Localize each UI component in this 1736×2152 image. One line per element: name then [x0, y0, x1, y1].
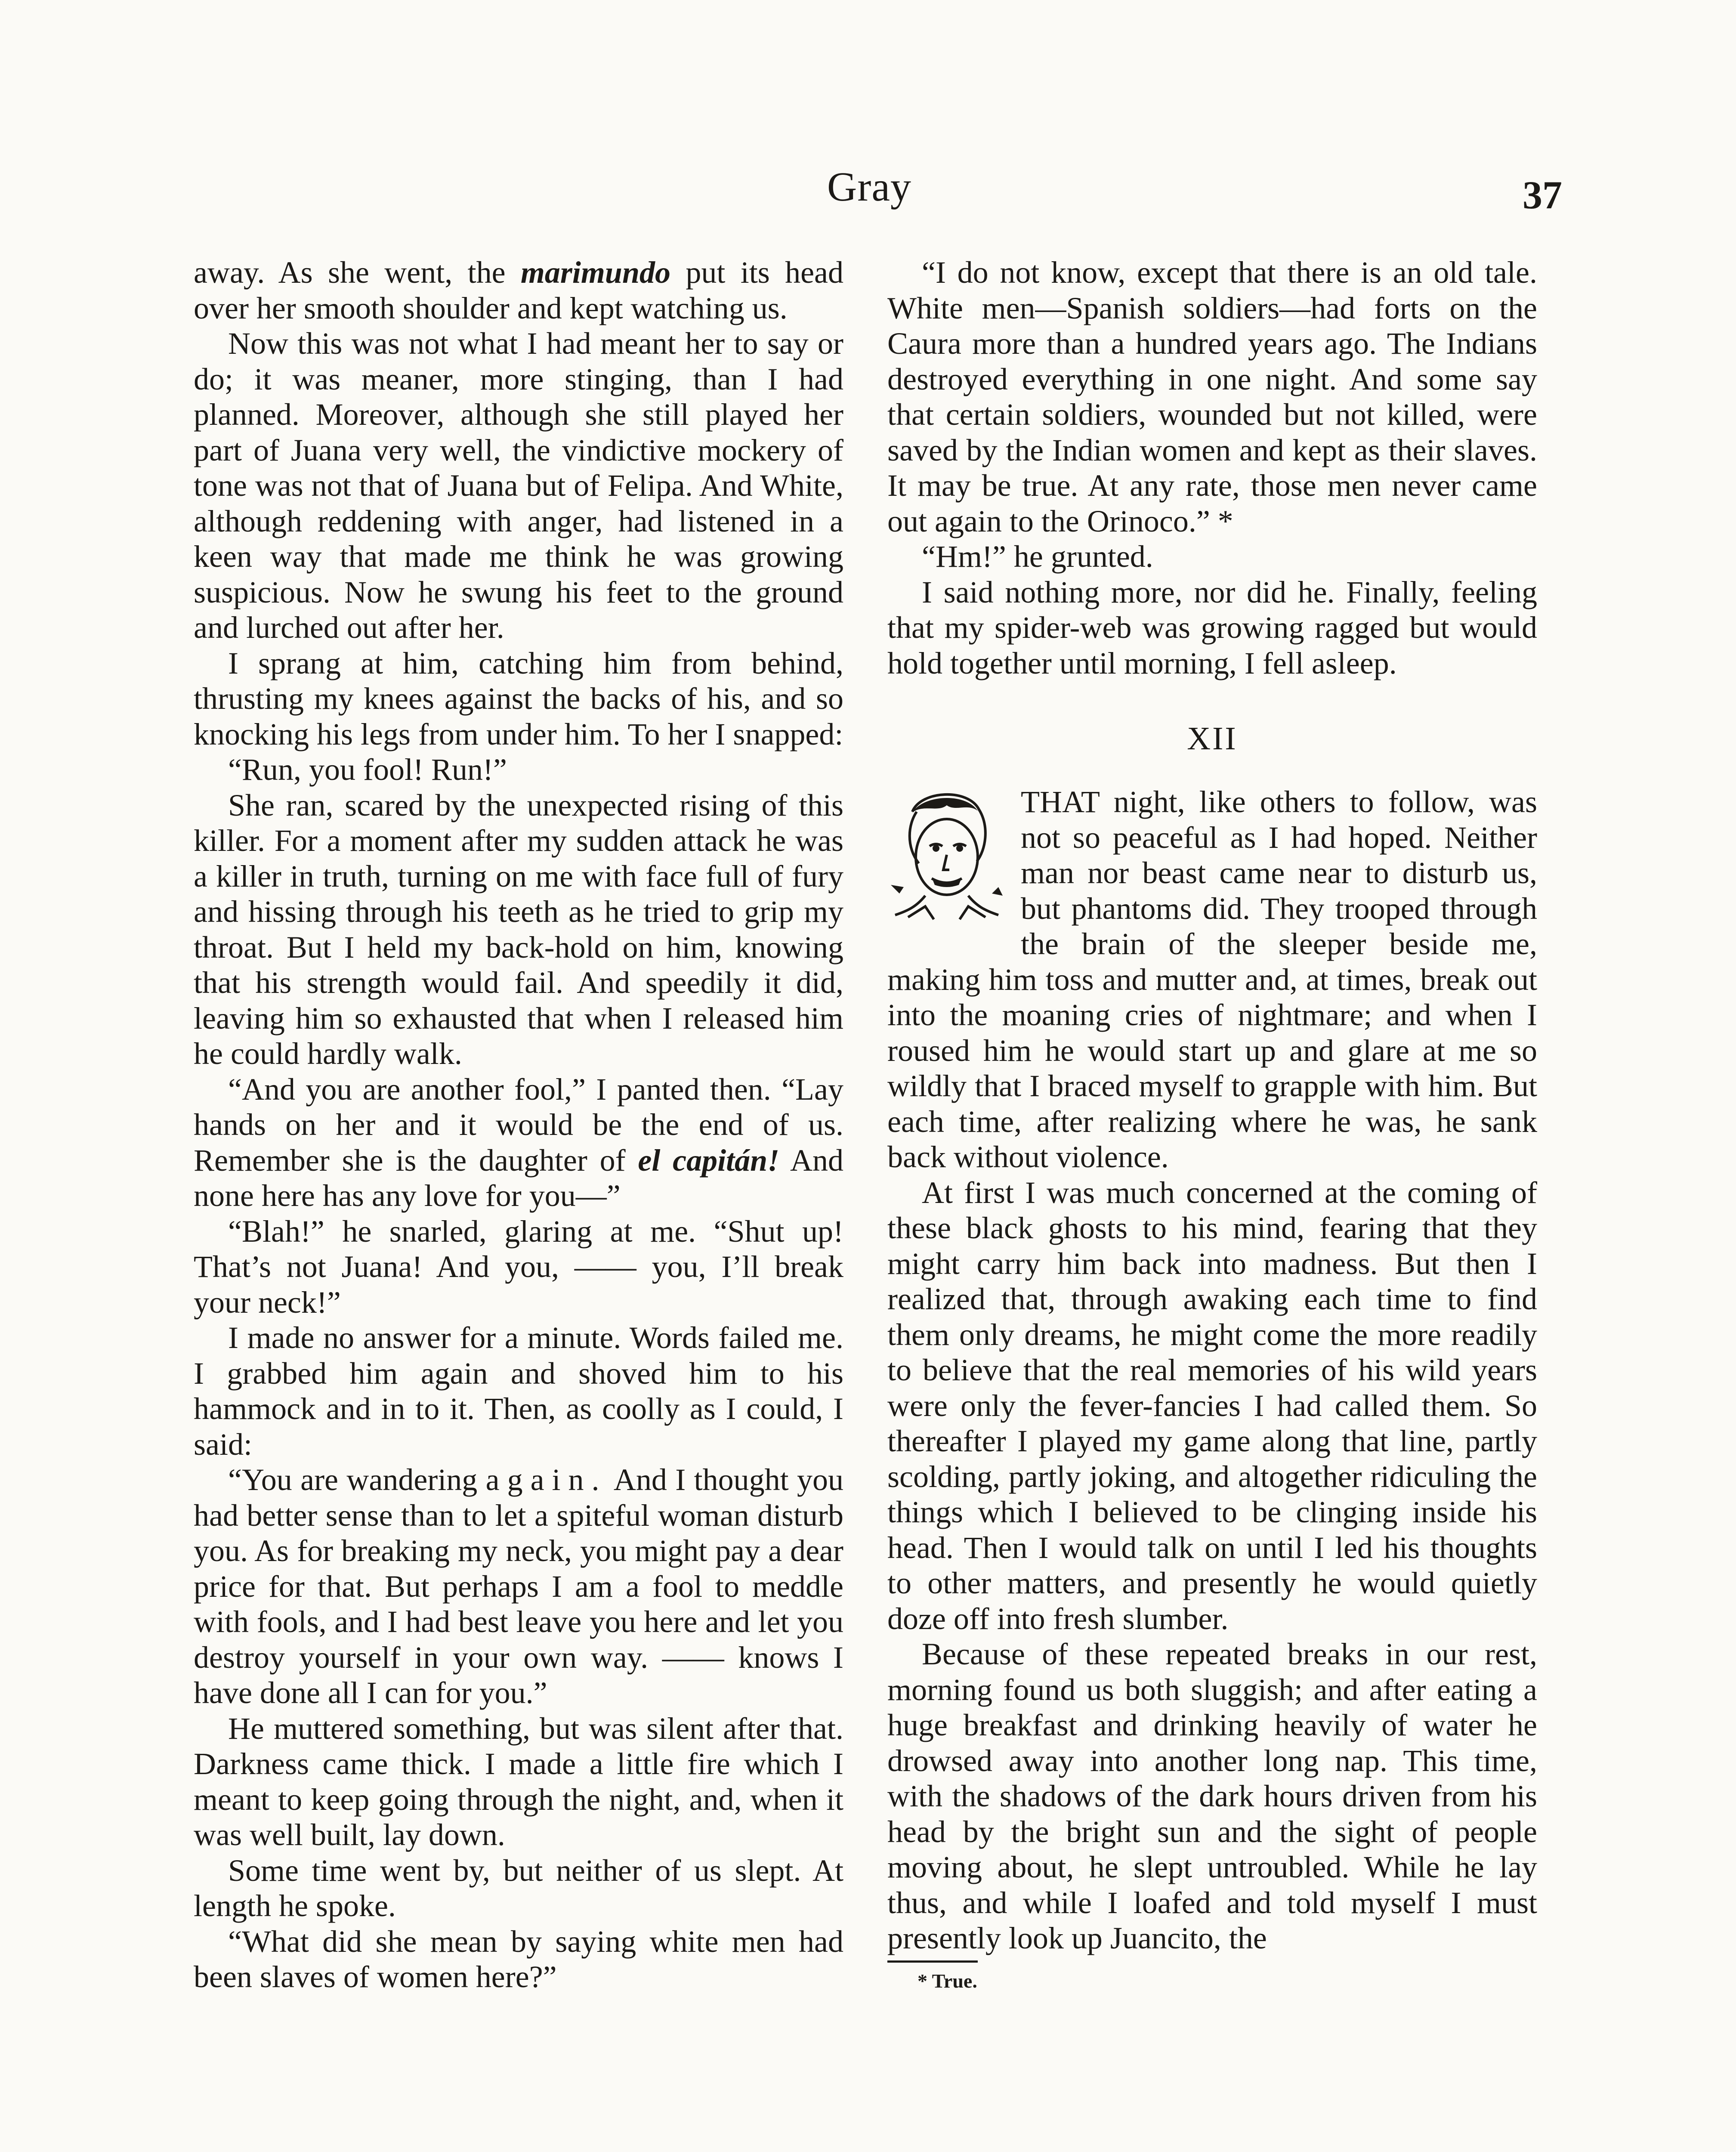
page-number: 37 — [1523, 173, 1562, 217]
paragraph: I sprang at him, catching him from behind, thrusting my knees against the backs of his, and so knocking his legs from under him. To her I snapped: — [194, 646, 843, 751]
lead-in-word: THAT — [1021, 785, 1100, 819]
paragraph: I said nothing more, nor did he. Finally, feeling that my spider-web was growing ragged but would hold together until morning, I fell asleep. — [887, 575, 1537, 680]
paragraph: Now this was not what I had meant her to say or do; it was meaner, more stinging, than I had planned. Moreover, although she still played her part of Juana very well, the vindictive mockery of tone was not that of Juana but of Felipa. And White, although reddening with anger, had listened in a keen way that made me think he was growing suspicious. Now he swung his feet to the ground and lurched out after her. — [194, 326, 843, 645]
decorative-portrait-illustration — [882, 786, 1011, 928]
chapter-heading: XII — [1187, 720, 1238, 757]
paragraph: He muttered something, but was silent after that. Darkness came thick. I made a little fire which I meant to keep going through the night, and, when it was well built, lay down. — [194, 1711, 843, 1852]
footnote-rule — [887, 1960, 978, 1963]
paragraph: She ran, scared by the unexpected rising of this killer. For a moment after my sudden attack he was a killer in truth, turning on me with face full of fury and hissing through his teeth as he tried to grip my throat. But I held my back-hold on him, knowing that his strength would fail. And speedily it did, leaving him so exhausted that when I released him he could hardly walk. — [194, 788, 843, 1071]
paragraph: I made no answer for a minute. Words failed me. I grabbed him again and shoved him to his hammock and in to it. Then, as coolly as I could, I said: — [194, 1320, 843, 1462]
paragraph: away. As she went, the marimundo put its head over her smooth shoulder and kept watching us. — [194, 255, 843, 325]
paragraph: “And you are another fool,” I panted then. “Lay hands on her and it would be the end of us. Remember she is the daughter of el capitán! And none here has any love for you—” — [194, 1072, 843, 1213]
paragraph: Some time went by, but neither of us slept. At length he spoke. — [194, 1853, 843, 1923]
paragraph: THAT night, like others to follow, was not so peaceful as I had hoped. Neither man nor beast came near to disturb us, but phantoms did. They trooped through the brain of the sleeper beside me, making him toss and mutter and, at times, break out into the moaning cries of nightmare; and when I roused him he would start up and glare at me so wildly that I braced myself to grapple with him. But each time, after realizing where he was, he sank back without violence. — [887, 785, 1537, 1174]
paragraph: “You are wandering again. And I thought you had better sense than to let a spiteful woman disturb you. As for breaking my neck, you might pay a dear price for that. But perhaps I am a fool to meddle with fools, and I had best leave you here and let you destroy yourself in your own way. —— knows I have done all I can for you.” — [194, 1462, 844, 1710]
paragraph: “I do not know, except that there is an old tale. White men—Spanish soldiers—had forts on the Caura more than a hundred years ago. The Indians destroyed everything in one night. And some say that certain soldiers, wounded but not killed, were saved by the Indian women and kept as their slaves. It may be true. At any rate, those men never came out again to the Orinoco.” * — [887, 255, 1537, 538]
footnote: * True. — [917, 1970, 977, 1992]
right-column — [887, 255, 1537, 1993]
paragraph: “Hm!” he grunted. — [922, 539, 1153, 574]
left-column — [194, 255, 843, 1995]
chapter-opening — [887, 784, 1537, 1175]
paragraph: “Run, you fool! Run!” — [228, 752, 507, 787]
running-title: Gray — [827, 164, 911, 210]
paragraph: “Blah!” he snarled, glaring at me. “Shut up! That’s not Juana! And you, —— you, I’ll break your neck!” — [194, 1214, 843, 1320]
paragraph: At first I was much concerned at the coming of these black ghosts to his mind, fearing that they might carry him back into madness. But then I realized that, through awaking each time to find them only dreams, he might come the more readily to believe that the real memories of his wild years were only the fever-fancies I had called them. So thereafter I played my game along that line, partly scolding, partly joking, and altogether ridiculing the things which I believed to be clinging inside his head. Then I would talk on until I led his thoughts to other matters, and presently he would quietly doze off into fresh slumber. — [887, 1175, 1537, 1636]
paragraph: Because of these repeated breaks in our rest, morning found us both sluggish; and after eating a huge breakfast and drinking heavily of water he drowsed away into another long nap. This time, with the shadows of the dark hours driven from his head by the bright sun and the sight of people moving about, he slept untroubled. While he lay thus, and while I loafed and told myself I must presently look up Juancito, the — [887, 1637, 1537, 1955]
paragraph: “What did she mean by saying white men had been slaves of women here?” — [194, 1924, 843, 1994]
